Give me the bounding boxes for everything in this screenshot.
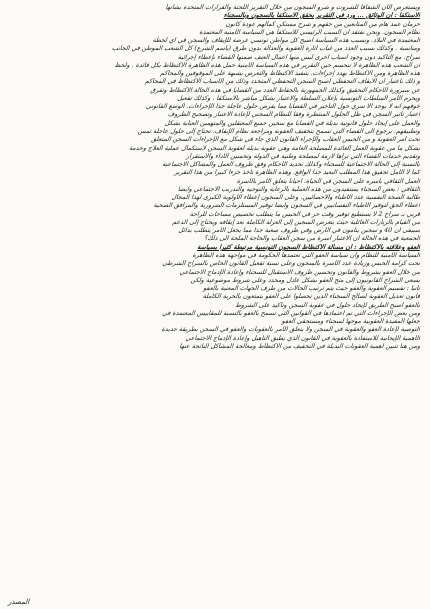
text-line: حرمان عمد هام من المتابعين من حقهم و شرح مستكن كمالهم عودة كانون: [225, 20, 421, 28]
text-line: ومن هنا تتبين أهمية العقوبات البديلة في التخفيف من الاكتظاظ ومعالجة المشاكل الناتجة عنها: [179, 342, 421, 350]
text-line: الأهمية الإيجابية للاستفادة بالعقوبة في القانون الذي يطبق التأهيل وإعادة الإدماج الاجتماعي: [185, 334, 421, 342]
text-line: اعتبار تأثير السجن في ظل الحلول المنتظرة وفقاً للنظام السجني لإعادة الاعتبار وتصحيح الظروف: [167, 111, 421, 119]
text-line: سيبقى أن 40 و سجين ينامون في الأرض وفي ظروف صعبة جداً مما يجعل الأمر يتطلب بدائل: [178, 227, 421, 235]
text-line: وتقديم خدمات القضاء التي نراها لازمة لمصلحة وطنية في الدولة وتحسين الأداء والاستقرار: [185, 152, 421, 160]
text-line: بالنسبة إلى الحالة الاجتماعية للسجناء وكذلك تحديد الأحكام وفق ظروف العمل والمشاكل الاجتماعية: [161, 161, 421, 169]
text-line: و ذلك باعتبار ان الايقاف التحفظي أصبح السجن التحفظي المتحدد وذلك من الأسباب الاكتظاظ في المحاكم: [144, 78, 421, 86]
text-line: طالبة الصحة النفسية عدد الأطباء والاخصائيين. وعلى السجون إعطاء الأولوية الكبرى لهذا المجال: [171, 194, 421, 202]
text-line: هذه الظاهرة ومن الاكتظاظ بهدد إجراءات. بتنفيذ الاكتظاظ والتعرض بشبهة على الموقوفين والمحاكم: [159, 70, 421, 78]
text-line: الثقافي : بعض السجناء يستفيدون من هذه العملية بالرعاية والتوجيه والتدريب الاجتماعي وأيضاً: [177, 185, 421, 193]
text-line: قانون تعديل العقوبة لصالح السجناء الذين تحصلوا على العفو يتمتعون بالحرية الكاملة: [202, 293, 421, 301]
text-line: بشكل ما من عقوبة العمل الغائدة للمصلحة العامة وهي عقوبة بديلة لعقوبة السجن لاستكمال عملية العلاج وخدمة: [128, 144, 421, 152]
text-line: تحت أمر العقوبة و من الحبس العقاب والإجراء القانون الذي جاء في شكل مع الإجراءات السجن المتعلق: [150, 136, 421, 144]
text-line: من القيام بالزيارات العائلية حيث يتعرض السجين إلى العزلة الكاملة بعد إيقافه ويحتاج إلى الدعم: [172, 218, 421, 226]
text-line: تحت كرامة الحبس وزيادة عدد الأسرة بالسجون وعلى نسبة تفعيل القانون الخاص بالسراح الشرطي: [162, 260, 421, 268]
text-line: الاستكفا : ان الوثائق ... ورد في التقرير بحقق الاستكفا بالسجون وبالسجناء: [223, 12, 421, 20]
signature: المصدر: [8, 598, 30, 606]
text-line: ويستعرض الآن الشقافا للشروت و شرو السجون من خلال التقرير اللجنة والقرارات المتحدة بشأنها: [165, 4, 421, 11]
text-line: العمل الثقافي بأسره على السجن في الحياة، أحيانا يتعلق الأمر بالأسرة: [236, 177, 421, 185]
text-line: يسعى الشراح القانونيون إلى منح العفو بشكل عادل ومحدد وعلى شروط موضوعية ولكن: [190, 276, 421, 284]
text-line: وتطبيقهم. برجوع الى القضاء التي تسمح بتخفيف العقوبة ومراجعة نظام الإيقاف. تحتاج إلى حلول عاجلة تمس: [137, 127, 421, 135]
text-line: كما لا الأمل تحقيق هذا المطلب البعيد جداً الواقع. وهذه الظاهرة تأخذ جزءاً كبيراً من هذا التقرير: [174, 169, 421, 177]
text-line: بالعفو أصبح الطريق لإيجاد حلول في عقوبة السجن وتأكيد على الشروط: [234, 301, 421, 309]
text-line: ثانياً : تقسيم العقوبة والعفو حيث يتم ترتيب الحالات من طرف الجهات المعنية بالعفو: [203, 285, 421, 293]
text-line: ومناسبة . وكذلك بسبب العدد من غياب اثارة العقوبة والعدالة بدون طرق (باسم الشرع) كل الشعب الموطن في الجانب: [111, 45, 421, 53]
text-line: جعلها المفيدة العقوبية موجها لسجناء ومستحقي العفو: [281, 318, 421, 326]
text-line: من خلال العفو بشروط والقانون وتحسين ظروف الاستقبال للسجناء وإعادة الإدماج الاجتماعي: [179, 268, 421, 276]
text-line: ومن بعض الإجراءات التي تم اعتمادها في القوانين التي تسمح بالعفو بالنسبة للمقاييس المعتمدة في: [161, 309, 421, 317]
text-line: اعطاء الحق لتوفير الأطباء النفسانيين في السجون وأيضاً توفير المستلزمات الضرورية والمرافق الصحية: [153, 202, 421, 210]
text-line: قربي بـ سراح 2 لا يستطيع توفير وقت حر في الحبس ما يتطلب تخصيص مساحات للراحة: [189, 210, 421, 218]
text-line: التوصية لإعادة العفو والعقوبة في السجن ولا يتعلق الأمر بالعقوبات والعفو في السجن بطريقة جديدة: [161, 326, 421, 334]
text-line: نظام السجون. ونحن نفتقد ان السبب الرئيسي للاستكفا هي السياسة الأمنية المعتمدة: [199, 28, 421, 36]
text-line: ويحرم الأمر السلطات التونسية بإعلان السلطة والاعتبار بشكل مباشر بالاستكفا . وكذلك تفعيل: [176, 94, 421, 102]
text-line: السياسة الأمنية للنظام وان سياسة العفو التي تعتمدها الحكومة في مواجهة هذه الظاهرة: [192, 251, 421, 259]
text-line: خوفهم انه لا يوجد الا سري حول التأخير في القضايا مما يفرض حلول عاجلة جداً الإجراءات. الوضع القانوني: [145, 103, 421, 111]
text-line: سراح. مع التأكيد دون وجود أسباب أخرى لبس منها أعمال العنف ضمنها القضاء بإعطاء إجرائية: [177, 53, 421, 61]
text-line: العفو وعلاقته بالاكتظاظ : ان مسألة الاكتظاظ السجون التونسية مرتبطة كثيراً بسياسة: [196, 243, 421, 251]
text-line: الجمعية في هذه الحالة ان الاعتبار أسرة من سجن العقاب والحاجة الملحة الى ذلك؟: [203, 235, 421, 243]
text-line: والعمل على إيجاد حلول قانونية بديلة في القضايا مع سجين جميع المعتقلين والمتهمين العناية بشكل: [164, 119, 421, 127]
text-line: ان الشعب هذه الظاهرة لا تنحسم حين التقرير في هذه السياسة الأمنية حمل هذه الظاهرة الاكتظاظ بكل فائدة . ولحظ: [114, 61, 421, 69]
text-line: المعتمدة في البلاد. ونسبب هذه السياسة أصبح كل مواطن تونسي عرضة للإيقاف والسجن في أي لحظة: [152, 37, 421, 45]
text-body: [8, 4, 420, 351]
text-line: عن سيرورة الأحكام التحقيق وكذلك الجمهورية بالحفاظ العدد من القضايا في هذه الحالة الاكتظاظ وتفرق: [150, 86, 421, 94]
